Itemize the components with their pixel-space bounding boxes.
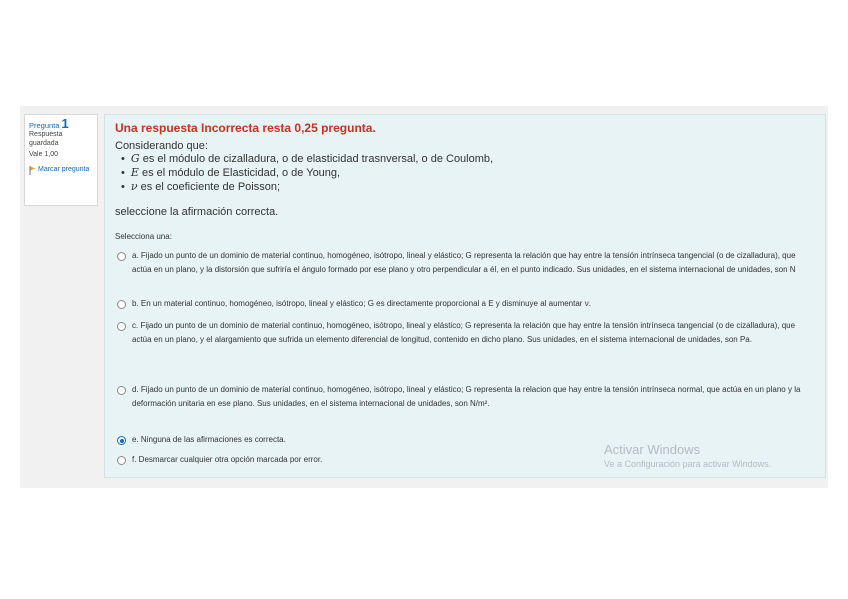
definitions-list (121, 152, 815, 194)
definition-item: • ν es el coeficiente de Poisson; (121, 180, 815, 194)
intro-text: Considerando que: (115, 140, 208, 152)
question-number: Pregunta 1 (29, 116, 69, 131)
flag-icon (29, 166, 36, 175)
radio-e-selected[interactable] (117, 436, 126, 445)
radio-a[interactable] (117, 252, 126, 261)
radio-f[interactable] (117, 456, 126, 465)
select-label: Selecciona una: (115, 232, 172, 241)
definition-item: • G es el módulo de cizalladura, o de elasticidad trasnversal, o de Coulomb, (121, 152, 815, 166)
radio-b[interactable] (117, 300, 126, 309)
radio-c[interactable] (117, 322, 126, 331)
answer-option-d[interactable] (117, 383, 807, 411)
definition-item: • E es el módulo de Elasticidad, o de Young, (121, 166, 815, 180)
radio-d[interactable] (117, 386, 126, 395)
question-grade: Vale 1,00 (29, 151, 59, 158)
option-c-text: c. Fijado un punto de un dominio de material continuo, homogéneo, isótropo, lineal y elástico; G representa la relación que hay entre la tensión intrínseca tangencial (o de cizalladura), que actúa en un plano, y el alargamiento que sufrida un elemento diferencial de longitud, contenido en dicho plano. Sus unidades, en el sistema internacional de unidades, son Pa. (132, 321, 796, 344)
activate-windows-watermark (604, 442, 771, 469)
answer-option-a[interactable] (117, 249, 807, 277)
question-prompt: seleccione la afirmación correcta. (115, 206, 279, 218)
option-a-text: a. Fijado un punto de un dominio de material continuo, homogéneo, isótropo, lineal y elástico; G representa la relación que hay entre la tensión intrínseca tangencial (o de cizalladura), que actúa en un plano, y la distorsión que sufriría el ángulo formado por ese plano y otro perpendicular a él, en el punto indicado. Sus unidades, en el sistema internacional de unidades, son N (132, 251, 796, 274)
watermark-title: Activar Windows (604, 442, 701, 457)
question-info-box (24, 114, 98, 206)
option-b-text: b. En un material continuo, homogéneo, isótropo, lineal y elástico; G es directamente proporcional a E y disminuye al aumentar ν. (132, 299, 591, 308)
option-f-text: f. Desmarcar cualquier otra opción marcada por error. (132, 455, 323, 464)
answer-option-c[interactable] (117, 319, 807, 347)
option-d-text: d. Fijado un punto de un dominio de material continuo, homogéneo, isótropo, lineal y elástico; G representa la relacion que hay entre la tensión intrínseca normal, que actúa en un plano y la deformación unitaria en ese plano. Sus unidades, en el sistema internacional de unidades, son N/m². (132, 385, 801, 408)
watermark-subtitle: Ve a Configuración para activar Windows. (604, 459, 772, 469)
answer-option-b[interactable] (117, 297, 807, 311)
option-e-text: e. Ninguna de las afirmaciones es correcta. (132, 435, 286, 444)
flag-question-button[interactable]: Marcar pregunta (29, 165, 93, 175)
question-status: Respuesta guardada (29, 131, 63, 147)
question-content-panel (104, 114, 826, 478)
penalty-warning: Una respuesta Incorrecta resta 0,25 pregunta. (115, 121, 376, 135)
